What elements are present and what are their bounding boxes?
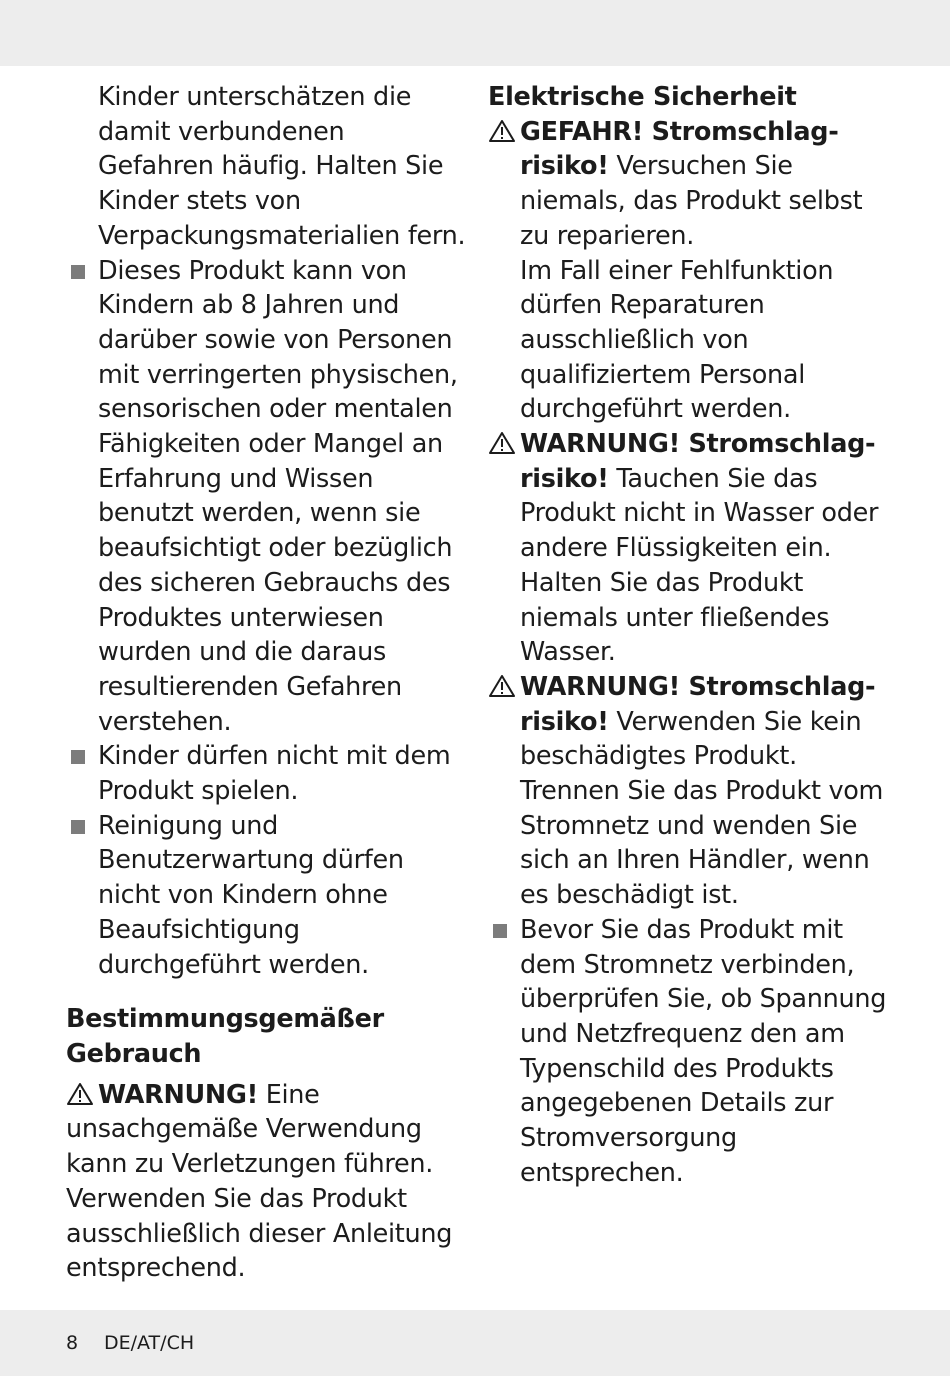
right-column <box>488 80 898 1191</box>
warning-block <box>488 115 898 427</box>
list-item: Kinder dürfen nicht mit dem Produkt spielen. <box>66 739 466 808</box>
warning-label: GEFAHR! Stromschlag- <box>520 116 839 147</box>
warning-label: WARNUNG! <box>98 1079 258 1110</box>
warning-triangle-icon <box>488 431 516 455</box>
list-item: Bevor Sie das Produkt mit dem Stromnetz verbinden, überprüfen Sie, ob Spannung und Netzfrequenz den am Typenschild des Produkts angegebenen Details zur Stromversorgung entsprechen. <box>488 913 898 1191</box>
warning-text: Versuchen Sie niemals, das Produkt selbst zu reparieren. <box>520 151 863 251</box>
warning-text: Tauchen Sie das Produkt nicht in Wasser oder andere Flüssigkeiten ein. Halten Sie das Produkt niemals unter fließendes Wasser. <box>520 463 879 668</box>
left-column <box>66 80 466 1286</box>
warning-triangle-icon <box>66 1082 94 1106</box>
intro-paragraph: Kinder unterschätzen die damit verbundenen Gefahren häufig. Halten Sie Kinder stets von Verpackungsmaterialien fern. <box>98 82 466 251</box>
warning-block <box>488 427 898 670</box>
warning-text: Eine unsachgemäße Verwendung kann zu Verletzungen führen. Verwenden Sie das Produkt ausschließlich dieser Anleitung entsprechend. <box>66 1079 453 1284</box>
header-band <box>0 0 950 66</box>
warning-label: WARNUNG! Stromschlag- <box>520 429 876 460</box>
warning-text-continued: Im Fall einer Fehlfunktion dürfen Reparaturen ausschließlich von qualifiziertem Personal durchgeführt werden. <box>520 255 834 425</box>
section-heading-electrical-safety: Elektrische Sicherheit <box>488 82 797 112</box>
warning-triangle-icon <box>488 674 516 698</box>
warning-label-cont: risiko! <box>520 463 609 494</box>
warning-triangle-icon <box>488 119 516 143</box>
list-item: Reinigung und Benutzerwartung dürfen nicht von Kindern ohne Beaufsichtigung durchgeführt werden. <box>66 809 466 983</box>
warning-label-cont: risiko! <box>520 151 609 182</box>
list-item: Dieses Produkt kann von Kindern ab 8 Jahren und darüber sowie von Personen mit verringerten physischen, sensorischen oder mentalen Fähigkeiten oder Mangel an Erfahrung und Wissen benutzt werden, wenn sie beaufsichtigt oder bezüglich des sicheren Gebrauchs des Produktes unterwiesen wurden und die daraus resultierenden Gefahren verstehen. <box>66 254 466 740</box>
locale-label: DE/AT/CH <box>104 1332 195 1354</box>
page-number: 8 <box>66 1332 79 1354</box>
warning-label: WARNUNG! Stromschlag- <box>520 671 876 702</box>
warning-block <box>66 1078 466 1286</box>
section-heading-intended-use: Bestimmungsgemäßer Gebrauch <box>66 1004 384 1069</box>
warning-block <box>488 670 898 913</box>
warning-label-cont: risiko! <box>520 706 609 737</box>
warning-text: Verwenden Sie kein beschädigtes Produkt. Trennen Sie das Produkt vom Stromnetz und wenden Sie sich an Ihren Händler, wenn es beschädigt ist. <box>520 706 884 911</box>
